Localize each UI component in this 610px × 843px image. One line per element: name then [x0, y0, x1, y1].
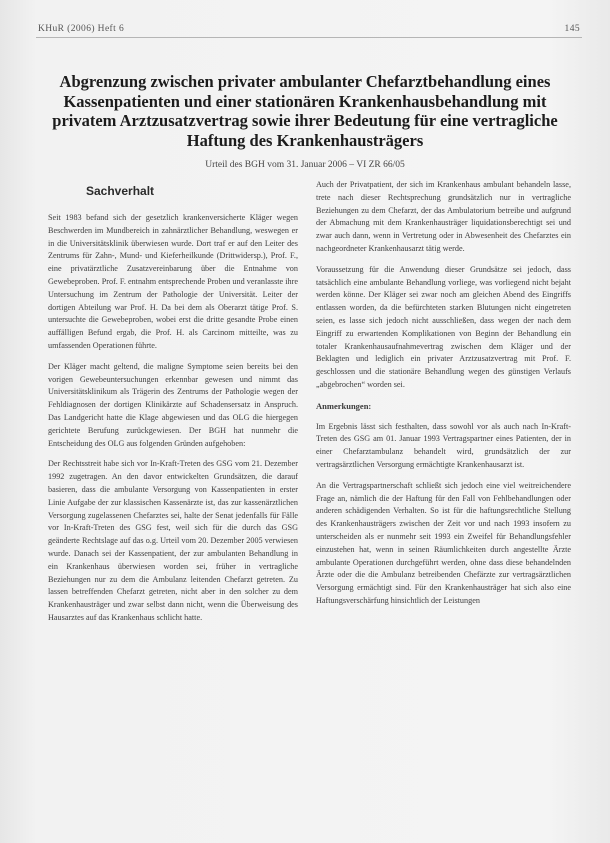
section-heading-sachverhalt: Sachverhalt	[86, 184, 155, 198]
right-paragraph: Voraussetzung für die Anwendung dieser Grundsätze sei jedoch, dass tatsächlich eine ambulante Behandlung vorliege, was vorliegend nicht bejaht werden könne. Der Kläger sei zwar noch am gleichen Abend des Eingriffs entlassen worden, da die befürchteten starken Blutungen nicht eingetreten seien, es lasse sich jedoch nicht ausschließen, dass wegen der nach dem Eingriff zu erwartenden Komplikationen von Beginn der Behandlung ein totaler Krankenhausaufnahmevertrag zwischen dem Kläger und der Beklagten und lediglich ein privater Arztzusatzvertrag mit Prof. F. geschlossen und die stationäre Behandlung wegen des günstigen Verlaufs „abgebrochen“ worden sei.	[316, 264, 571, 389]
left-paragraph: Der Rechtsstreit habe sich vor In-Kraft-Treten des GSG vom 21. Dezember 1992 zugetragen. An den davor entwickelten Grundsätzen, die darauf basieren, dass die ambulante Versorgung von Kassenpatienten in erster Linie Aufgabe der zur klassischen Kassenärzte ist, das zur kassenärztlichen Versorgung zugelassenen Chefarztes sei, halte der Senat jedenfalls für Fälle vor In-Kraft-Treten des GSG fest, weil sich für die durch das GSG geänderte Rechtslage auf das o.g. Urteil vom 20. Dezember 2005 verwiesen wurde. Danach sei der Kassenpatient, der zur ambulanten Behandlung in ein Krankenhaus überwiesen worden sei, früher in vertragliche Beziehungen nur zu dem die Ambulanz leitenden Chefarzt getreten. Zu lassen betreffenden Chefarzt getreten, nicht aber in den solcher zu dem Krankenhausträger und zwar selbst dann nicht, wenn die Überweisung des Hausarztes auf das Krankenhaus schlicht hatte.	[48, 459, 298, 622]
notes-heading: Anmerkungen:	[316, 400, 372, 411]
right-paragraph: Auch der Privatpatient, der sich im Krankenhaus ambulant behandeln lasse, trete nach dieser Rechtsprechung grundsätzlich nur in vertragliche Beziehungen zu dem Chefarzt, der das Ambulatorium betreibe und aufgrund der Abmachung mit dem Krankenhausträger liquidationsberechtigt sei und zwar auch dann, wenn in Vertretung oder in Abwesenheit des Chefarztes ein nachgeordneter Krankenhausarzt tätig werde.	[316, 180, 571, 253]
right-column	[316, 179, 571, 616]
page-number: 145	[564, 24, 580, 34]
header-rule	[36, 37, 582, 38]
note-paragraph: Im Ergebnis lässt sich festhalten, dass sowohl vor als auch nach In-Kraft-Treten des GSG am 01. Januar 1993 Vertragspartner eines Patienten, der in einer Chefarztambulanz behandelt wird, grundsätzlich der zur vertragsärztlichen Versorgung ermächtigte Krankenhausarzt ist.	[316, 421, 571, 469]
article-title: Abgrenzung zwischen privater ambulanter Chefarztbehandlung eines Kassenpatienten und einer stationären Krankenhausbehandlung mit privatem Arztzusatzvertrag sowie ihrer Bedeutung für eine vertragliche Haftung des Krankenhausträgers	[52, 72, 558, 150]
left-paragraph: Der Kläger macht geltend, die maligne Symptome seien bereits bei den vorigen Gewebeuntersuchungen erkennbar gewesen und nimmt das Universitätsklinikum als Trägerin des Zentrums der Pathologie wegen der Fehldiagnosen der dortigen Klinikärzte auf Schadensersatz in Anspruch. Das Landgericht hatte die Klage abgewiesen und das OLG die hiergegen gerichtete Berufung zurückgewiesen. Der BGH hat nunmehr die Entscheidung des OLG aus folgenden Gründen aufgehoben:	[48, 361, 298, 448]
note-paragraph: An die Vertragspartnerschaft schließt sich jedoch eine viel weitreichendere Frage an, nämlich die der Haftung für den Fall von Fehlbehandlungen oder anderen schädigenden Verhalten. So ist für die haftungsrechtliche Stellung des Krankenhausträgers zwischen der Zeit vor und nach 1993 insofern zu unterscheiden als er nunmehr seit 1993 ein Zweifel für Behandlungsfehler einzustehen hat, wenn in seinen Räumlichkeiten durch angestellte Ärzte ambulante Operationen durchgeführt werden, ohne dass diese behandelnden Ärzte oder die die Ambulanz betreibenden Chefärzte zur vertragsärztlichen Versorgung ermächtigt sind. Für den Krankenhausträger hat sich also eine Haftungsverschärfung hinsichtlich der Leistungen	[316, 480, 571, 605]
article-subtitle: Urteil des BGH vom 31. Januar 2006 – VI ZR 66/05	[205, 160, 405, 170]
left-paragraph: Seit 1983 befand sich der gesetzlich krankenversicherte Kläger wegen Beschwerden im Mundbereich in zahnärztlicher Behandlung, weswegen er in die Universitätsklinik überwiesen wurde. Dort traf er auf den Leiter des Zentrums für Zahn-, Mund- und Kieferheilkunde (Drittwidersp.), Prof. F., eine privatärztliche Zusatzvereinbarung über die Entnahme von Gewebeproben. Prof. F. entnahm entsprechende Proben und veranlasste ihre Untersuchung im Zentrum der Pathologie der Universität. Leiter der dortigen Abteilung war Prof. H. Da bei dem als Oberarzt tätige Prof. S. untersuchte die Gewebeproben, wobei erst die dritte gesandte Probe einen auffälligen Befund ergab, die Prof. H. als Carcinom mitteilte, was zu umfassenden Operationen führte.	[48, 213, 298, 350]
journal-reference: KHuR (2006) Heft 6	[38, 24, 125, 34]
left-column	[48, 212, 298, 633]
